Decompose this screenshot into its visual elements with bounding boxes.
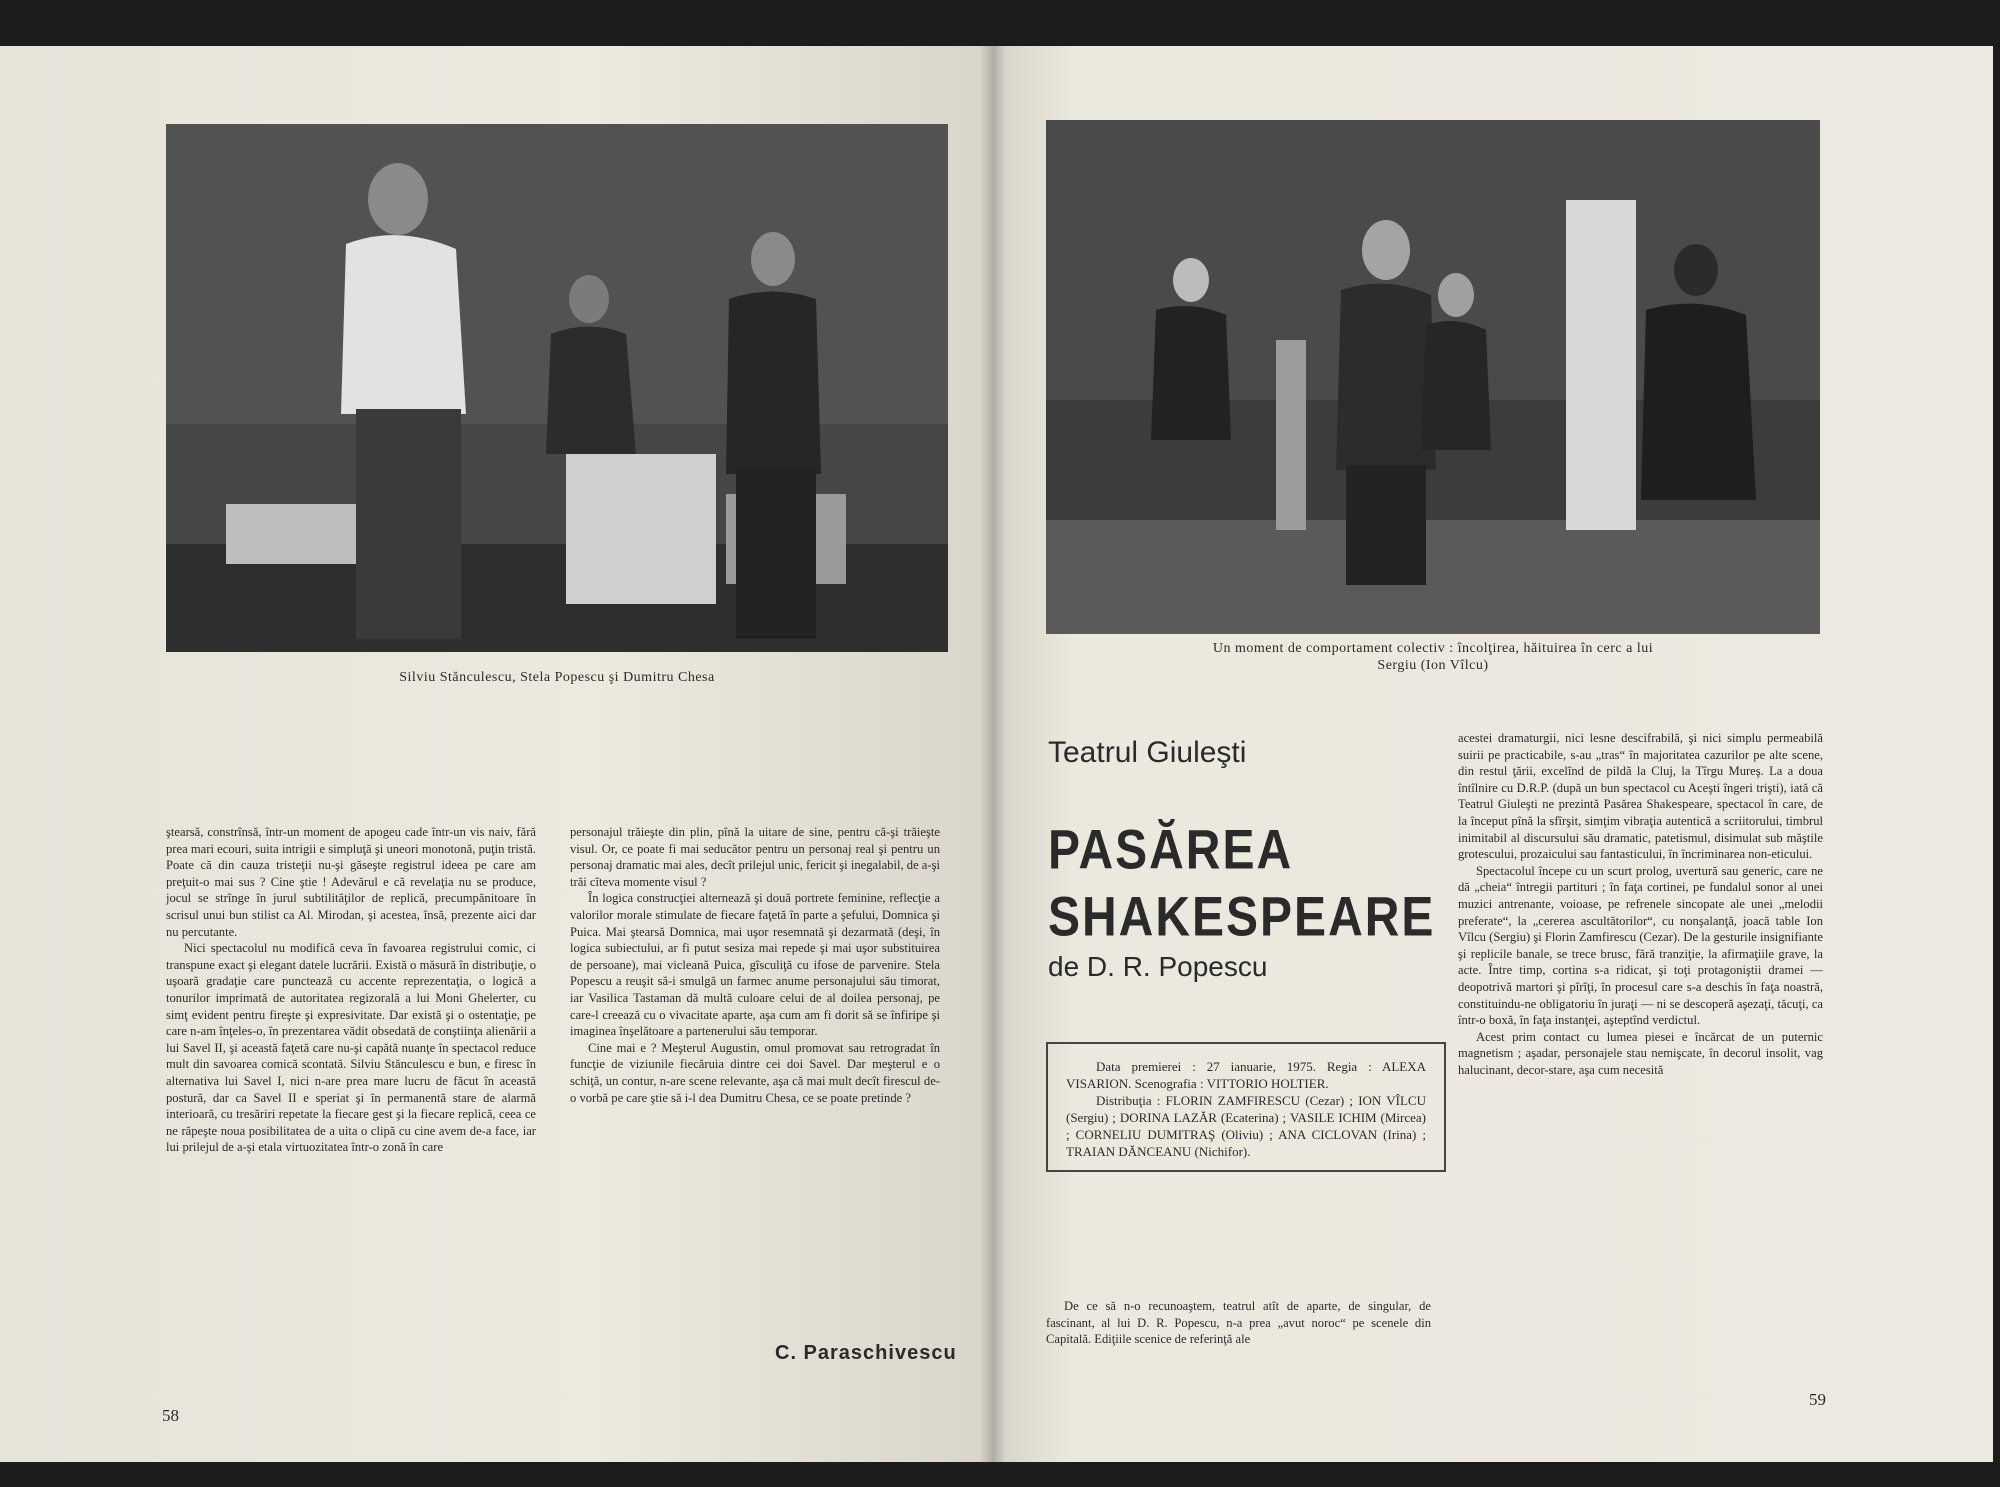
credits-cast: Distribuţia : FLORIN ZAMFIRESCU (Cezar) ; ION VÎLCU (Sergiu) ; DORINA LAZĂR (Ecaterina) ; VASILE ICHIM (Mircea) ; CORNELIU DUMITRAŞ (Oliviu) ; ANA CICLOVAN (Irina) ; TRAIAN DĂNCEANU (Nichifor). [1066, 1093, 1426, 1159]
left-photo-caption: Silviu Stănculescu, Stela Popescu şi Dumitru Chesa [399, 670, 715, 685]
left-article-column-1 [166, 824, 536, 1384]
paragraph: În logica construcţiei alternează şi două portrete feminine, reflecţie a valorilor morale stimulate de fiecare faţetă în parte a şefului, Domnica şi Puica. Mai ştearsă Domnica, mai uşor resemnată şi dezarmată (deşi, în logica subiectului, ar fi putut sesiza mai repede şi mai uşor substituirea de persoane), mai vicleană Puica, gîsculiţă cu ifose de parvenire. Stela Popescu a reuşit să-i smulgă un farmec anume personajului său timorat, iar Vasilica Tastaman dă multă culoare celui de al doilea personaj, pe care-l creează cu o vivacitate aparte, aşa cum am fi dorit să se înfiripe şi imaginea înşelătoare a partenerului său temporar. [570, 891, 940, 1039]
title-line: SHAKESPEARE [1048, 887, 1436, 948]
paragraph: De ce să n-o recunoaştem, teatrul atît de aparte, de singular, de fascinant, al lui D. R. Popescu, n-a prea „avut noroc“ pe scenele din Capitală. Ediţiile scenice de referinţă ale [1046, 1299, 1431, 1347]
paragraph: acestei dramaturgii, nici lesne descifrabilă, şi nici simplu permeabilă suirii pe practicabile, s-au „tras“ în majoritatea cazurilor pe alte scene, din restul ţării, excelînd de pildă la Cluj, la Tîrgu Mureş. La a doua întîlnire cu D.R.P. (după un bun spectacol cu Aceşti îngeri trişti), iată că Teatrul Giuleşti ne prezintă Pasărea Shakespeare, spectacol în care, de la început pînă la sfîrşit, simţim vibraţia autentică a scriitorului, timbrul inimitabil al discursului său dramatic, patetismul, disimulat sub măştile grotescului, prozaicului sau fantasticului, în încriminarea non-eticului. [1458, 731, 1823, 862]
right-article-column [1458, 730, 1823, 1370]
credits-premiere: Data premierei : 27 ianuarie, 1975. Regia : ALEXA VISARION. Scenografia : VITTORIO HOLTIER. [1066, 1059, 1426, 1091]
paragraph: Nici spectacolul nu modifică ceva în favoarea registrului comic, ci transpune exact şi elegant datele lucrării. Există o măsură în distribuţie, o uşoară gradaţie care punctează cu accente reprezentaţia, o logică a tonurilor imprimată de autoritatea regizorală a lui Moni Ghelerter, cu simţ evident pentru fireşte şi expresivitate. Dar există şi o ostentaţie, pe care n-am înţeles-o, în prezentarea vădit obsedată de conştiinţa alienării a lui Savel II, şi această faţetă care nu-şi capătă nuanţe în spectacol reduce mult din savoarea comică scontată. Silviu Stănculescu e bun, e firesc în alternativa lui Savel I, nici n-are prea mare lucru de făcut în această postură, dar ca Savel II e speriat şi în permanentă stare de alarmă interioară, cu tresăriri repetate la fiecare gest şi la fiecare replică, ceea ce ne răpeşte noua posibilitatea de a uita o clipă cu cine avem de-a face, iar lui prilejul de a-şi etala virtuozitatea într-o zonă în care [166, 941, 536, 1155]
stage-photo-three-actors [166, 124, 948, 652]
theatre-name: Teatrul Giuleşti [1048, 736, 1247, 769]
play-author: de D. R. Popescu [1048, 951, 1268, 982]
caption-line: Sergiu (Ion Vîlcu) [1377, 658, 1489, 673]
title-line: PASĂREA [1048, 820, 1294, 882]
caption-line: Un moment de comportament colectiv : încolţirea, hăituirea în cerc a lui [1212, 641, 1654, 656]
stage-photo-group-scene [1046, 120, 1820, 634]
author-signature: C. Paraschivescu [775, 1342, 957, 1364]
left-article-column-2 [570, 824, 940, 1324]
book-spine-shadow [980, 46, 1006, 1462]
paragraph: Cine mai e ? Meşterul Augustin, omul promovat sau retrogradat în funcţie de viziunile fiecăruia dintre cei doi Savel. Dar meşterul e o schiţă, un contur, n-are scene relevante, aşa că mai mult decît firescul de-o vorbă pe care ştie să i-l dea Dumitru Chesa, ce se poate pretinde ? [570, 1040, 940, 1105]
play-title [1048, 818, 1435, 951]
left-photo [166, 124, 948, 652]
paragraph: Acest prim contact cu lumea piesei e încărcat de un puternic magnetism ; aşadar, personajele stau nemişcate, în decorul insolit, vag halucinant, decor-stare, aşa cum necesită [1458, 1029, 1823, 1077]
paragraph: Spectacolul începe cu un scurt prolog, uvertură sau generic, care ne dă „cheia“ întregii partituri ; în faţa cortinei, pe fundalul sonor al unei muzici antrenante, voioase, pe refrenele sincopate ale unei „melodii preferate“, la „cererea ascultătorilor“, cu nonşalanţă, joacă table Ion Vîlcu (Sergiu) şi Florin Zamfirescu (Cezar). De la gesturile insignifiante şi replicile banale, se trece brusc, fără tranziţie, la afirmaţiile grave, la acte. Între timp, cortina s-a ridicat, şi toţi protagoniştii dramei — deopotrivă martori şi pîrîţi, în procesul care s-a deschis în faţa noastră, constituindu-ne obligatoriu în juraţi — ni se descoperă aşezaţi, tăcuţi, ca într-o boxă, în faţa instanţei, aşteptînd verdictul. [1458, 863, 1823, 1028]
page-number-right: 59 [1809, 1390, 1826, 1409]
right-page [993, 46, 1993, 1462]
paragraph: ştearsă, constrînsă, într-un moment de apogeu cade într-un vis naiv, fără prea mari ecouri, suita intrigii e simpluţă şi uneori monotonă, puţin tristă. Poate că din cauza tristeţii nu-şi găseşte registrul ideea pe care am preţuit-o mai sus ? Cine ştie ! Adevărul e că revelaţia nu se produce, jocul se strînge în jurul subtilităţilor de replică, precumpănitoare în scrisul unui bun stilist ca Al. Mirodan, şi acestea, însă, prezente aici dar nu percutante. [166, 825, 536, 939]
page-number-left: 58 [162, 1406, 179, 1425]
left-page [0, 46, 993, 1462]
production-credits-box [1046, 1042, 1446, 1172]
right-intro-column [1046, 1298, 1431, 1378]
right-photo-caption [1046, 640, 1820, 674]
paragraph: personajul trăieşte din plin, pînă la uitare de sine, pentru că-şi trăieşte visul. Or, ce poate fi mai seducător pentru un personaj real şi pentru un personaj dramatic mai ales, decît prilejul unic, fericit şi inegalabil, de a-şi trăi cîteva momente visul ? [570, 825, 940, 889]
right-photo [1046, 120, 1820, 634]
